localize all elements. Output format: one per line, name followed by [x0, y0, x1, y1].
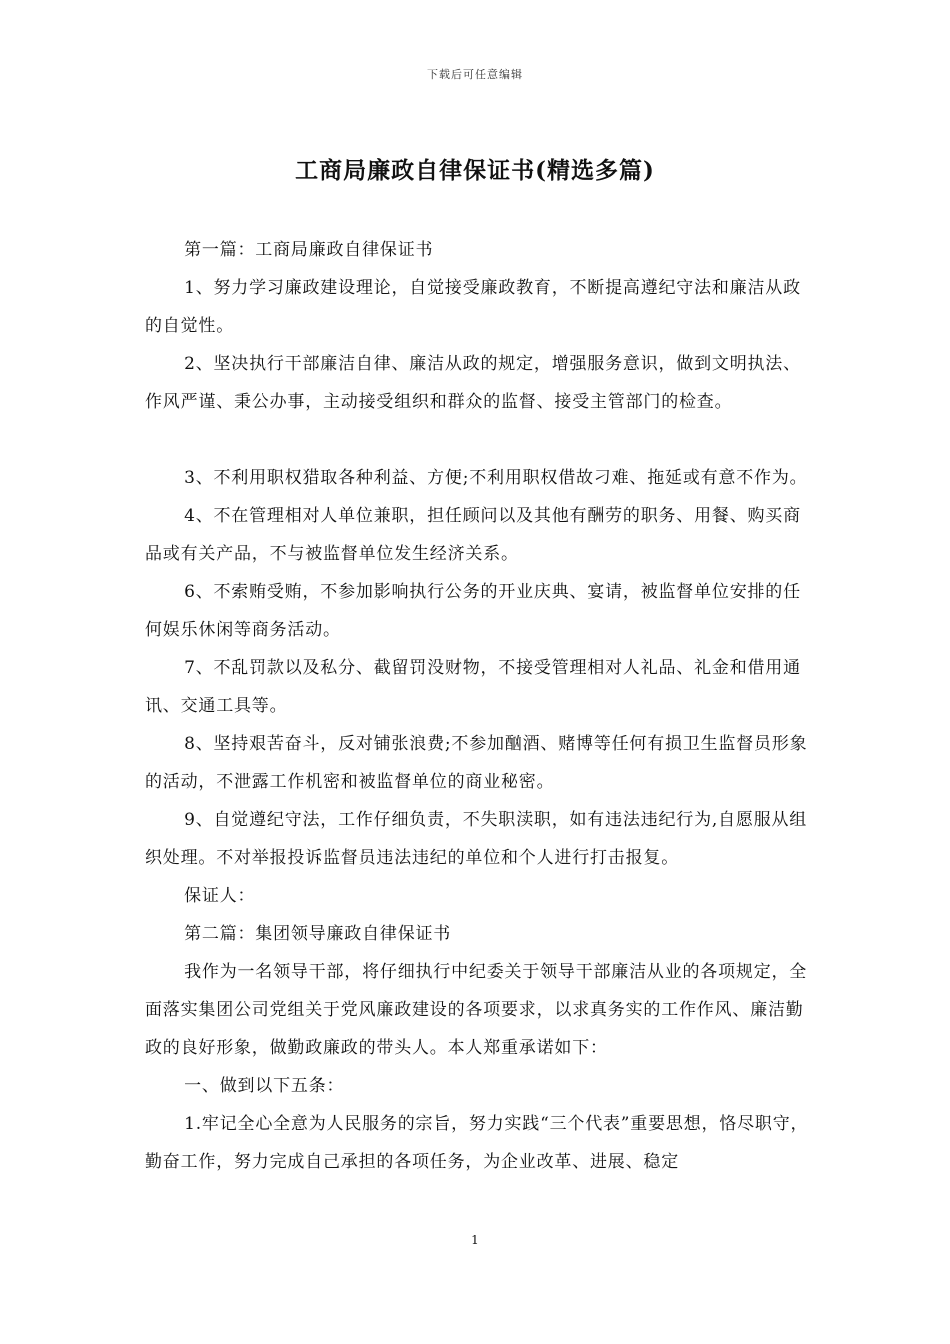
- document-body: [145, 231, 810, 1181]
- paragraph: 我作为一名领导干部，将仔细执行中纪委关于领导干部廉洁从业的各项规定，全面落实集团公司党组关于党风廉政建设的各项要求，以求真务实的工作作风、廉洁勤政的良好形象，做勤政廉政的带头人。本人郑重承诺如下：: [145, 962, 808, 1058]
- paragraph: 1、努力学习廉政建设理论，自觉接受廉政教育，不断提高遵纪守法和廉洁从政的自觉性。: [145, 278, 801, 336]
- paragraph: 3、不利用职权猎取各种利益、方便;不利用职权借故刁难、拖延或有意不作为。: [184, 468, 808, 488]
- paragraph: 2、坚决执行干部廉洁自律、廉洁从政的规定，增强服务意识，做到文明执法、作风严谨、秉公办事，主动接受组织和群众的监督、接受主管部门的检查。: [145, 354, 801, 412]
- page-number: 1: [471, 1233, 479, 1247]
- header-note: 下载后可任意编辑: [427, 68, 523, 81]
- paragraph: 8、坚持艰苦奋斗，反对铺张浪费;不参加酗酒、赌博等任何有损卫生监督员形象的活动，不泄露工作机密和被监督单位的商业秘密。: [145, 734, 808, 792]
- paragraph: 9、自觉遵纪守法，工作仔细负责，不失职渎职，如有违法违纪行为,自愿服从组织处理。不对举报投诉监督员违法违纪的单位和个人进行打击报复。: [145, 810, 808, 868]
- paragraph: 6、不索贿受贿，不参加影响执行公务的开业庆典、宴请，被监督单位安排的任何娱乐休闲等商务活动。: [145, 582, 801, 640]
- section-heading: 第二篇：集团领导廉政自律保证书: [184, 924, 452, 944]
- document-title: 工商局廉政自律保证书(精选多篇): [295, 157, 655, 184]
- paragraph: 7、不乱罚款以及私分、截留罚没财物，不接受管理相对人礼品、礼金和借用通讯、交通工具等。: [145, 658, 801, 716]
- paragraph: 一、做到以下五条：: [184, 1076, 345, 1096]
- guarantor-label: 保证人：: [184, 886, 256, 906]
- section-heading: 第一篇：工商局廉政自律保证书: [184, 240, 434, 260]
- paragraph: 4、不在管理相对人单位兼职，担任顾问以及其他有酬劳的职务、用餐、购买商品或有关产品，不与被监督单位发生经济关系。: [145, 506, 801, 564]
- paragraph: 1.牢记全心全意为人民服务的宗旨，努力实践“三个代表”重要思想，恪尽职守，勤奋工作，努力完成自己承担的各项任务，为企业改革、进展、稳定: [145, 1114, 809, 1172]
